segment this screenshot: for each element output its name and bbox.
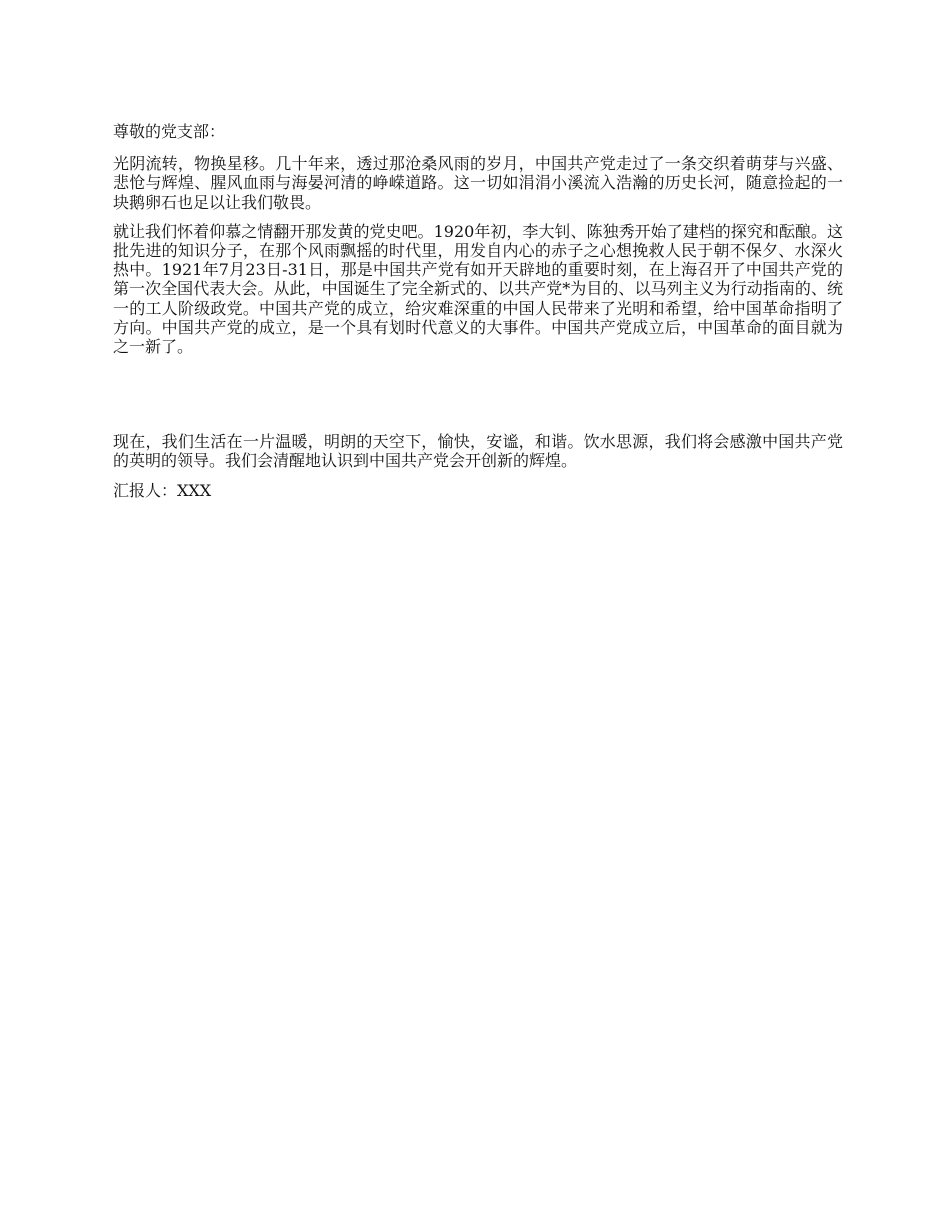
paragraph-3: 现在，我们生活在一片温暖，明朗的天空下，愉快，安谧，和谐。饮水思源，我们将会感激中国共产党的英明的领导。我们会清醒地认识到中国共产党会开创新的辉煌。: [113, 432, 843, 471]
salutation: 尊敬的党支部：: [113, 122, 226, 141]
signature: 汇报人：XXX: [113, 480, 212, 500]
paragraph-1: 光阴流转，物换星移。几十年来，透过那沧桑风雨的岁月，中国共产党走过了一条交织着萌芽与兴盛、悲怆与辉煌、腥风血雨与海晏河清的峥嵘道路。这一切如涓涓小溪流入浩瀚的历史长河，随意捡起的一块鹅卵石也足以让我们敬畏。: [113, 154, 843, 212]
paragraph-2: 就让我们怀着仰慕之情翻开那发黄的党史吧。1920年初，李大钊、陈独秀开始了建档的探究和酝酿。这批先进的知识分子，在那个风雨飘摇的时代里，用发自内心的赤子之心想挽救人民于朝不保夕、水深火热中。1921年7月23日-31日，那是中国共产党有如开天辟地的重要时刻，在上海召开了中国共产党的第一次全国代表大会。从此，中国诞生了完全新式的、以共产党*为目的、以马列主义为行动指南的、统一的工人阶级政党。中国共产党的成立，给灾难深重的中国人民带来了光明和希望，给中国革命指明了方向。中国共产党的成立，是一个具有划时代意义的大事件。中国共产党成立后，中国革命的面目就为之一新了。: [113, 221, 843, 357]
blank-space: [113, 366, 843, 432]
document-body: [113, 122, 843, 510]
